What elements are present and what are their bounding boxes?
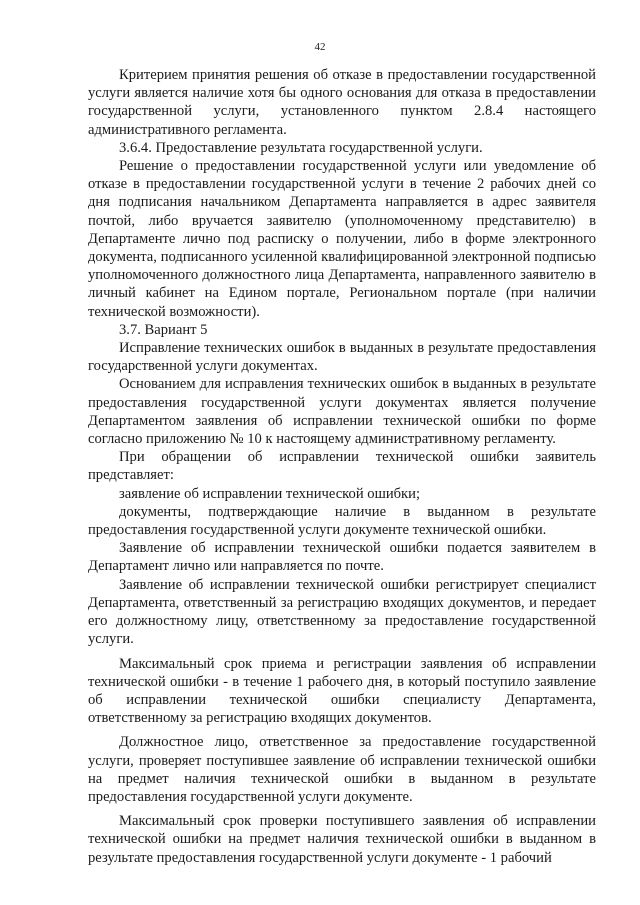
paragraph-section-3-6-4: 3.6.4. Предоставление результата государственной услуги. [119, 139, 483, 156]
paragraph-registration: Заявление об исправлении технической ошибки регистрирует специалист Департамента, ответственный за регистрацию входящих документов, и передает его должностному лицу, ответственному за предоставление государственной услуги. [88, 576, 596, 648]
document-body [88, 66, 596, 867]
page-number: 42 [314, 41, 326, 53]
paragraph-check-deadline: Максимальный срок проверки поступившего заявления об исправлении технической ошибки на предмет наличия технической ошибки в выданном в результате предоставления государственной услуги документе - 1 рабочий [88, 813, 596, 866]
paragraph-refusal-criterion: Критерием принятия решения об отказе в предоставлении государственной услуги является наличие хотя бы одного основания для отказа в предоставлении государственной услуги, установленного пунктом 2.8.4 настоящего административного регламента. [88, 67, 596, 138]
paragraph-result-delivery: Решение о предоставлении государственной услуги или уведомление об отказе в предоставлении государственной услуги в течение 2 рабочих дней со дня подписания начальником Департамента направляется в адрес заявителя почтой, либо вручается заявителю (уполномоченному представителю) в Департаменте лично под расписку о получении, либо в форме электронного документа, подписанного усиленной квалифицированной электронной подписью уполномоченного должностного лица Департамента, направленного заявителю в личный кабинет на Едином портале, Региональном портале (при наличии технической возможности). [88, 158, 596, 320]
paragraph-list-item-documents: документы, подтверждающие наличие в выданном в результате предоставления государственной услуги документе технической ошибки. [88, 503, 596, 539]
paragraph-submission-method: Заявление об исправлении технической ошибки подается заявителем в Департамент лично или направляется по почте. [88, 540, 596, 575]
paragraph-list-item-application: заявление об исправлении технической ошибки; [119, 485, 421, 502]
paragraph-registration-deadline: Максимальный срок приема и регистрации заявления об исправлении технической ошибки - в течение 1 рабочего дня, в который поступило заявление об исправлении технической ошибки специалисту Департамента, ответственному за регистрацию входящих документов. [88, 655, 596, 727]
paragraph-official-check: Должностное лицо, ответственное за предоставление государственной услуги, проверяет поступившее заявление об исправлении технической ошибки на предмет наличия технической ошибки в выданном в результате предоставления государственной услуги документе. [88, 734, 596, 805]
paragraph-correction-basis: Основанием для исправления технических ошибок в выданных в результате предоставления государственной услуги документах является получение Департаментом заявления об исправлении технической ошибки по форме согласно приложению № 10 к настоящему административному регламенту. [88, 376, 596, 448]
paragraph-variant-5-title: Исправление технических ошибок в выданных в результате предоставления государственной услуги документах. [88, 340, 596, 375]
paragraph-section-3-7: 3.7. Вариант 5 [119, 321, 208, 338]
paragraph-applicant-submits: При обращении об исправлении технической ошибки заявитель представляет: [88, 449, 596, 484]
